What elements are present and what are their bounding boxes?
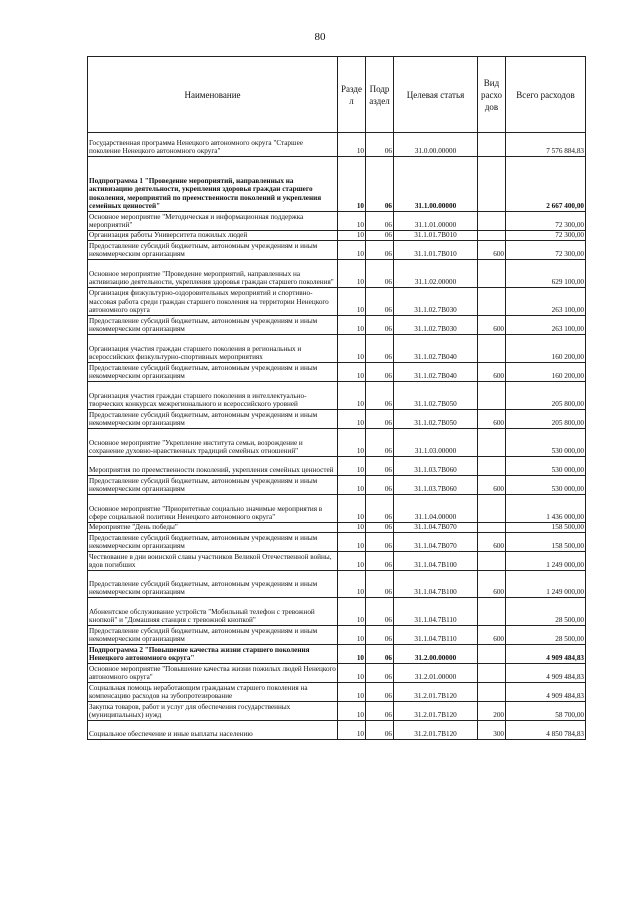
table-row <box>88 495 586 523</box>
row-podrazdel: 06 <box>366 664 394 683</box>
header-vid: Вид расхо дов <box>478 57 506 133</box>
row-razdel: 10 <box>338 288 366 316</box>
row-podrazdel: 06 <box>366 552 394 571</box>
row-name: Предоставление субсидий бюджетным, автономным учреждениям и иным некоммерческим организациям <box>88 626 338 645</box>
row-razdel: 10 <box>338 133 366 157</box>
table-body <box>88 133 586 740</box>
row-vid <box>478 231 506 241</box>
row-razdel: 10 <box>338 598 366 626</box>
table-row <box>88 571 586 598</box>
row-target: 31.1.02.7В040 <box>394 335 478 363</box>
header-total: Всего расходов <box>506 57 586 133</box>
row-vid: 600 <box>478 410 506 429</box>
row-podrazdel: 06 <box>366 626 394 645</box>
budget-table <box>87 56 586 740</box>
row-podrazdel: 06 <box>366 429 394 457</box>
row-vid <box>478 552 506 571</box>
row-podrazdel: 06 <box>366 476 394 495</box>
table-row <box>88 335 586 363</box>
row-total: 72 300,00 <box>506 231 586 241</box>
row-razdel: 10 <box>338 645 366 664</box>
table-row <box>88 702 586 721</box>
row-total: 530 000,00 <box>506 429 586 457</box>
row-name: Подпрограмма 1 "Проведение мероприятий, направленных на активизацию деятельности, укрепления здоровья граждан старшего поколения, мероприятий по преемственности поколений и укрепления семейных ценностей" <box>88 157 338 212</box>
row-vid: 600 <box>478 316 506 335</box>
row-razdel: 10 <box>338 231 366 241</box>
row-podrazdel: 06 <box>366 363 394 382</box>
row-razdel: 10 <box>338 410 366 429</box>
row-razdel: 10 <box>338 335 366 363</box>
row-total: 58 700,00 <box>506 702 586 721</box>
row-vid <box>478 429 506 457</box>
row-razdel: 10 <box>338 552 366 571</box>
row-razdel: 10 <box>338 457 366 476</box>
row-name: Абонентское обслуживание устройств "Мобильный телефон с тревожной кнопкой" и "Домашняя станция с тревожной кнопкой" <box>88 598 338 626</box>
row-podrazdel: 06 <box>366 683 394 702</box>
row-target: 31.1.02.7В050 <box>394 382 478 410</box>
row-razdel: 10 <box>338 476 366 495</box>
table-row <box>88 133 586 157</box>
row-razdel: 10 <box>338 571 366 598</box>
row-vid <box>478 495 506 523</box>
row-target: 31.1.04.7В110 <box>394 598 478 626</box>
row-target: 31.1.03.7В060 <box>394 457 478 476</box>
row-podrazdel: 06 <box>366 335 394 363</box>
row-total: 72 300,00 <box>506 241 586 260</box>
table-row <box>88 533 586 552</box>
table-row <box>88 157 586 212</box>
table-row <box>88 410 586 429</box>
row-target: 31.1.00.00000 <box>394 157 478 212</box>
row-target: 31.1.03.7В060 <box>394 476 478 495</box>
row-vid <box>478 335 506 363</box>
row-razdel: 10 <box>338 212 366 231</box>
row-vid: 600 <box>478 363 506 382</box>
row-razdel: 10 <box>338 523 366 533</box>
table-row <box>88 683 586 702</box>
row-podrazdel: 06 <box>366 212 394 231</box>
header-podrazdel: Подр аздел <box>366 57 394 133</box>
row-target: 31.2.00.00000 <box>394 645 478 664</box>
row-razdel: 10 <box>338 495 366 523</box>
table-row <box>88 429 586 457</box>
row-target: 31.0.00.00000 <box>394 133 478 157</box>
row-target: 31.1.04.00000 <box>394 495 478 523</box>
row-name: Организация физкультурно-оздоровительных мероприятий и спортивно-массовая работа среди граждан старшего поколения на территории Ненецкого автономного округа <box>88 288 338 316</box>
row-vid <box>478 645 506 664</box>
row-vid <box>478 157 506 212</box>
table-row <box>88 316 586 335</box>
row-total: 160 200,00 <box>506 363 586 382</box>
row-target: 31.1.04.7В110 <box>394 626 478 645</box>
row-vid: 600 <box>478 241 506 260</box>
row-name: Мероприятия по преемственности поколений, укрепления семейных ценностей <box>88 457 338 476</box>
table-row <box>88 363 586 382</box>
row-total: 4 909 484,83 <box>506 645 586 664</box>
row-podrazdel: 06 <box>366 721 394 740</box>
row-name: Государственная программа Ненецкого автономного округа "Старшее поколение Ненецкого автономного округа" <box>88 133 338 157</box>
row-name: Социальное обеспечение и иные выплаты населению <box>88 721 338 740</box>
row-total: 263 100,00 <box>506 288 586 316</box>
page-number: 80 <box>314 31 326 43</box>
row-podrazdel: 06 <box>366 260 394 288</box>
row-name: Предоставление субсидий бюджетным, автономным учреждениям и иным некоммерческим организациям <box>88 316 338 335</box>
row-name: Подпрограмма 2 "Повышение качества жизни старшего поколения Ненецкого автономного округа" <box>88 645 338 664</box>
row-total: 1 249 000,00 <box>506 571 586 598</box>
row-podrazdel: 06 <box>366 645 394 664</box>
row-razdel: 10 <box>338 382 366 410</box>
row-vid <box>478 212 506 231</box>
row-total: 1 249 000,00 <box>506 552 586 571</box>
row-target: 31.1.02.7В030 <box>394 316 478 335</box>
row-razdel: 10 <box>338 363 366 382</box>
row-podrazdel: 06 <box>366 316 394 335</box>
row-name: Организация участия граждан старшего поколения в интеллектуально-творческих конкурсах межрегионального и всероссийского уровней <box>88 382 338 410</box>
row-total: 530 000,00 <box>506 476 586 495</box>
table-row <box>88 212 586 231</box>
row-total: 4 909 484,83 <box>506 664 586 683</box>
table-row <box>88 288 586 316</box>
table-row <box>88 626 586 645</box>
row-target: 31.1.01.7В010 <box>394 241 478 260</box>
row-target: 31.2.01.7В120 <box>394 721 478 740</box>
row-target: 31.1.04.7В070 <box>394 523 478 533</box>
row-target: 31.1.04.7В070 <box>394 533 478 552</box>
row-total: 2 667 400,00 <box>506 157 586 212</box>
row-vid <box>478 457 506 476</box>
row-podrazdel: 06 <box>366 382 394 410</box>
row-name: Основное мероприятие "Укрепление института семьи, возрождение и сохранение духовно-нравственных традиций семейных отношений" <box>88 429 338 457</box>
row-name: Предоставление субсидий бюджетным, автономным учреждениям и иным некоммерческим организациям <box>88 533 338 552</box>
row-name: Закупка товаров, работ и услуг для обеспечения государственных (муниципальных) нужд <box>88 702 338 721</box>
row-vid <box>478 382 506 410</box>
row-razdel: 10 <box>338 533 366 552</box>
table-row <box>88 664 586 683</box>
table-row <box>88 721 586 740</box>
table-row <box>88 523 586 533</box>
row-total: 205 800,00 <box>506 382 586 410</box>
row-razdel: 10 <box>338 721 366 740</box>
row-vid <box>478 664 506 683</box>
row-name: Основное мероприятие "Проведение мероприятий, направленных на активизацию деятельности, укрепления здоровья граждан старшего поколения" <box>88 260 338 288</box>
row-podrazdel: 06 <box>366 495 394 523</box>
row-name: Социальная помощь неработающим гражданам старшего поколения на компенсацию расходов на зубопротезирование <box>88 683 338 702</box>
row-razdel: 10 <box>338 429 366 457</box>
row-podrazdel: 06 <box>366 133 394 157</box>
row-vid: 200 <box>478 702 506 721</box>
row-vid <box>478 288 506 316</box>
row-vid <box>478 598 506 626</box>
row-target: 31.1.02.7В030 <box>394 288 478 316</box>
row-total: 160 200,00 <box>506 335 586 363</box>
row-podrazdel: 06 <box>366 241 394 260</box>
row-vid <box>478 133 506 157</box>
row-name: Основное мероприятие "Приоритетные социально значимые мероприятия в сфере социальной политики Ненецкого автономного округа" <box>88 495 338 523</box>
row-vid: 600 <box>478 571 506 598</box>
row-target: 31.1.02.7В050 <box>394 410 478 429</box>
row-podrazdel: 06 <box>366 571 394 598</box>
row-podrazdel: 06 <box>366 702 394 721</box>
row-vid: 600 <box>478 533 506 552</box>
row-name: Предоставление субсидий бюджетным, автономным учреждениям и иным некоммерческим организациям <box>88 476 338 495</box>
row-razdel: 10 <box>338 683 366 702</box>
row-name: Основное мероприятие "Повышение качества жизни пожилых людей Ненецкого автономного округа" <box>89 664 336 682</box>
row-vid <box>478 260 506 288</box>
row-target: 31.1.02.00000 <box>394 260 478 288</box>
row-podrazdel: 06 <box>366 231 394 241</box>
row-total: 28 500,00 <box>506 626 586 645</box>
row-total: 4 850 784,83 <box>506 721 586 740</box>
row-razdel: 10 <box>338 316 366 335</box>
row-name: Мероприятие "День победы" <box>88 523 338 533</box>
row-total: 7 576 884,83 <box>506 133 586 157</box>
row-target: 31.1.01.00000 <box>394 212 478 231</box>
row-name: Предоставление субсидий бюджетным, автономным учреждениям и иным некоммерческим организациям <box>88 410 338 429</box>
row-target: 31.2.01.7В120 <box>394 683 478 702</box>
row-podrazdel: 06 <box>366 157 394 212</box>
row-vid <box>478 523 506 533</box>
row-name: Основное мероприятие "Методическая и информационная поддержка мероприятий" <box>88 212 338 231</box>
row-podrazdel: 06 <box>366 533 394 552</box>
header-target: Целевая статья <box>394 57 478 133</box>
row-razdel: 10 <box>338 664 366 683</box>
row-target: 31.1.02.7В040 <box>394 363 478 382</box>
table-row <box>88 457 586 476</box>
row-name: Организация работы Университета пожилых людей <box>88 231 338 241</box>
table-row <box>88 598 586 626</box>
row-total: 28 500,00 <box>506 598 586 626</box>
row-target: 31.2.01.00000 <box>394 664 478 683</box>
row-podrazdel: 06 <box>366 598 394 626</box>
row-name: Предоставление субсидий бюджетным, автономным учреждениям и иным некоммерческим организациям <box>88 363 338 382</box>
row-total: 4 909 484,83 <box>506 683 586 702</box>
table-row <box>88 645 586 664</box>
row-name: Организация участия граждан старшего поколения в региональных и всероссийских физкультурно-спортивных мероприятиях <box>88 335 338 363</box>
table-row <box>88 476 586 495</box>
row-target: 31.1.04.7В100 <box>394 552 478 571</box>
row-total: 629 100,00 <box>506 260 586 288</box>
row-name: Чествование в дни воинской славы участников Великой Отечественной войны, вдов погибших <box>88 552 338 571</box>
header-razdel: Разде л <box>338 57 366 133</box>
header-name: Наименование <box>88 57 338 133</box>
row-razdel: 10 <box>338 260 366 288</box>
row-target: 31.1.01.7В010 <box>394 231 478 241</box>
row-total: 530 000,00 <box>506 457 586 476</box>
table-row <box>88 231 586 241</box>
table-header <box>88 57 586 133</box>
row-target: 31.1.03.00000 <box>394 429 478 457</box>
row-razdel: 10 <box>338 241 366 260</box>
row-vid <box>478 683 506 702</box>
row-razdel: 10 <box>338 702 366 721</box>
row-total: 158 500,00 <box>506 533 586 552</box>
row-razdel: 10 <box>338 626 366 645</box>
table-row <box>88 552 586 571</box>
row-podrazdel: 06 <box>366 457 394 476</box>
row-vid: 600 <box>478 476 506 495</box>
row-target: 31.2.01.7В120 <box>394 702 478 721</box>
row-total: 205 800,00 <box>506 410 586 429</box>
row-podrazdel: 06 <box>366 523 394 533</box>
row-name: Предоставление субсидий бюджетным, автономным учреждениям и иным некоммерческим организациям <box>88 241 338 260</box>
row-total: 1 436 000,00 <box>506 495 586 523</box>
table-row <box>88 260 586 288</box>
row-vid: 600 <box>478 626 506 645</box>
row-name: Предоставление субсидий бюджетным, автономным учреждениям и иным некоммерческим организациям <box>88 571 338 598</box>
row-podrazdel: 06 <box>366 288 394 316</box>
row-podrazdel: 06 <box>366 410 394 429</box>
row-vid: 300 <box>478 721 506 740</box>
table-row <box>88 241 586 260</box>
row-total: 72 300,00 <box>506 212 586 231</box>
table-row <box>88 382 586 410</box>
row-total: 158 500,00 <box>506 523 586 533</box>
row-total: 263 100,00 <box>506 316 586 335</box>
row-razdel: 10 <box>338 157 366 212</box>
row-target: 31.1.04.7В100 <box>394 571 478 598</box>
